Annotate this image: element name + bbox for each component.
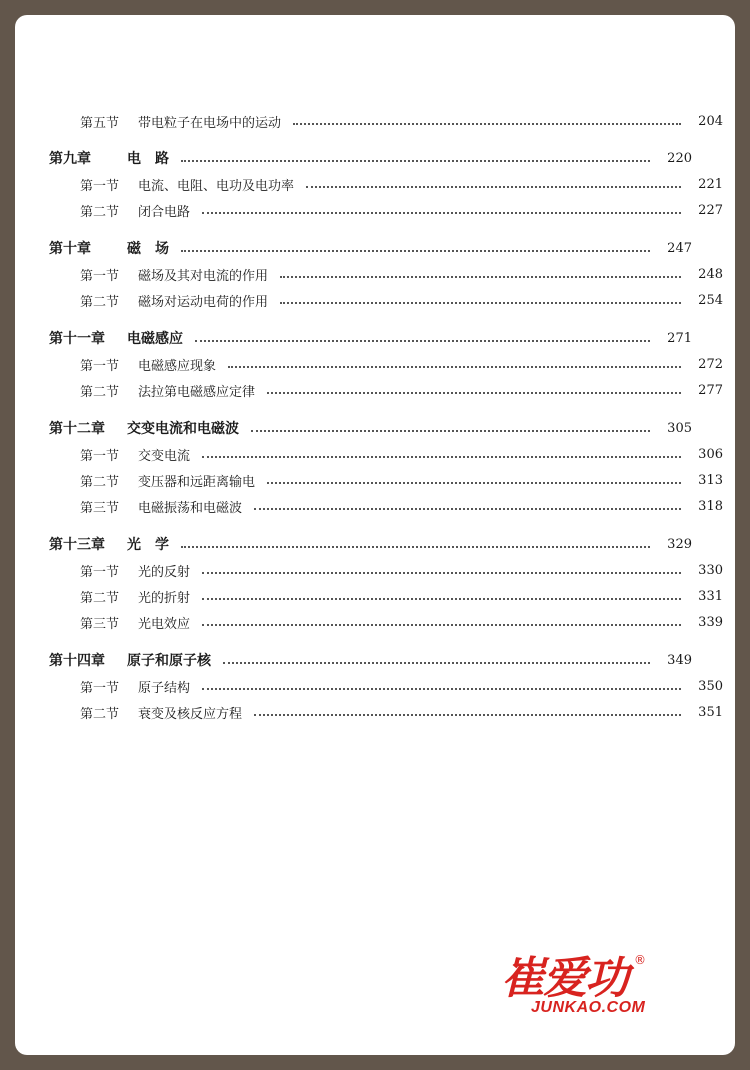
page-number: 220 bbox=[667, 150, 692, 166]
page-number: 272 bbox=[698, 356, 723, 372]
section-title: 法拉第电磁感应定律 bbox=[138, 384, 256, 400]
toc-section-row bbox=[15, 675, 735, 697]
toc-chapter-row bbox=[15, 147, 735, 169]
toc-section-row bbox=[15, 585, 735, 607]
page-number: 330 bbox=[698, 562, 723, 578]
dot-leader bbox=[251, 430, 650, 432]
dot-leader bbox=[223, 662, 650, 664]
publisher-logo bbox=[501, 955, 661, 1025]
toc-chapter-row bbox=[15, 533, 735, 555]
page-number: 221 bbox=[698, 176, 723, 192]
page-number: 349 bbox=[667, 652, 692, 668]
chapter-title: 原子和原子核 bbox=[127, 653, 211, 669]
section-number: 第一节 bbox=[80, 448, 120, 464]
page-number: 350 bbox=[698, 678, 723, 694]
section-title: 衰变及核反应方程 bbox=[138, 706, 243, 722]
dot-leader bbox=[202, 212, 681, 214]
dot-leader bbox=[280, 276, 681, 278]
logo-brand-text: 崔爱功 bbox=[501, 953, 627, 1004]
page-number: 254 bbox=[698, 292, 723, 308]
chapter-title: 电 路 bbox=[127, 151, 169, 167]
toc-chapter-row bbox=[15, 417, 735, 439]
section-number: 第一节 bbox=[80, 358, 120, 374]
page-number: 339 bbox=[698, 614, 723, 630]
dot-leader bbox=[228, 366, 681, 368]
dot-leader bbox=[306, 186, 681, 188]
toc-section-row bbox=[15, 443, 735, 465]
toc-chapter-row bbox=[15, 237, 735, 259]
section-number: 第二节 bbox=[80, 204, 120, 220]
section-number: 第二节 bbox=[80, 474, 120, 490]
section-title: 交变电流 bbox=[138, 448, 191, 464]
document-page bbox=[15, 15, 735, 1055]
section-number: 第二节 bbox=[80, 294, 120, 310]
dot-leader bbox=[280, 302, 681, 304]
page-number: 331 bbox=[698, 588, 723, 604]
page-number: 277 bbox=[698, 382, 723, 398]
page-number: 306 bbox=[698, 446, 723, 462]
page-number: 318 bbox=[698, 498, 723, 514]
section-title: 电磁振荡和电磁波 bbox=[138, 500, 243, 516]
section-number: 第一节 bbox=[80, 178, 120, 194]
page-number: 271 bbox=[667, 330, 692, 346]
section-number: 第五节 bbox=[80, 115, 120, 131]
page-number: 351 bbox=[698, 704, 723, 720]
chapter-number: 第十四章 bbox=[49, 653, 105, 669]
page-number: 247 bbox=[667, 240, 692, 256]
section-title: 磁场对运动电荷的作用 bbox=[138, 294, 269, 310]
chapter-number: 第十章 bbox=[49, 241, 91, 257]
dot-leader bbox=[181, 250, 650, 252]
toc-section-row bbox=[15, 263, 735, 285]
toc-section-row bbox=[15, 611, 735, 633]
toc-section-row bbox=[15, 353, 735, 375]
section-number: 第二节 bbox=[80, 706, 120, 722]
dot-leader bbox=[195, 340, 650, 342]
section-title: 闭合电路 bbox=[138, 204, 191, 220]
section-title: 原子结构 bbox=[138, 680, 191, 696]
page-number: 227 bbox=[698, 202, 723, 218]
section-title: 带电粒子在电场中的运动 bbox=[138, 115, 282, 131]
dot-leader bbox=[202, 598, 681, 600]
section-title: 电磁感应现象 bbox=[138, 358, 217, 374]
dot-leader bbox=[293, 123, 681, 125]
toc-section-row bbox=[15, 469, 735, 491]
dot-leader bbox=[267, 482, 681, 484]
dot-leader bbox=[181, 160, 650, 162]
toc-section-row bbox=[15, 495, 735, 517]
page-number: 305 bbox=[667, 420, 692, 436]
section-title: 磁场及其对电流的作用 bbox=[138, 268, 269, 284]
section-number: 第二节 bbox=[80, 384, 120, 400]
section-number: 第一节 bbox=[80, 268, 120, 284]
chapter-number: 第十三章 bbox=[49, 537, 105, 553]
section-number: 第三节 bbox=[80, 616, 120, 632]
page-number: 329 bbox=[667, 536, 692, 552]
chapter-number: 第十二章 bbox=[49, 421, 105, 437]
page-number: 248 bbox=[698, 266, 723, 282]
section-title: 变压器和远距离输电 bbox=[138, 474, 256, 490]
registered-mark: ® bbox=[634, 953, 646, 967]
toc-section-row bbox=[15, 173, 735, 195]
dot-leader bbox=[202, 572, 681, 574]
dot-leader bbox=[254, 714, 681, 716]
toc-section-row bbox=[15, 199, 735, 221]
chapter-title: 光 学 bbox=[127, 537, 169, 553]
toc-section-row bbox=[15, 559, 735, 581]
chapter-title: 电磁感应 bbox=[127, 331, 183, 347]
logo-website-text: JUNKAO.COM bbox=[531, 999, 646, 1016]
toc-section-row bbox=[15, 379, 735, 401]
chapter-number: 第九章 bbox=[49, 151, 91, 167]
chapter-title: 磁 场 bbox=[127, 241, 169, 257]
dot-leader bbox=[202, 456, 681, 458]
chapter-number: 第十一章 bbox=[49, 331, 105, 347]
section-number: 第三节 bbox=[80, 500, 120, 516]
dot-leader bbox=[202, 688, 681, 690]
section-title: 光的反射 bbox=[138, 564, 191, 580]
section-title: 光的折射 bbox=[138, 590, 191, 606]
dot-leader bbox=[202, 624, 681, 626]
dot-leader bbox=[267, 392, 681, 394]
section-number: 第二节 bbox=[80, 590, 120, 606]
chapter-title: 交变电流和电磁波 bbox=[127, 421, 239, 437]
section-title: 光电效应 bbox=[138, 616, 191, 632]
section-number: 第一节 bbox=[80, 680, 120, 696]
section-number: 第一节 bbox=[80, 564, 120, 580]
toc-section-row bbox=[15, 289, 735, 311]
toc-section-row bbox=[15, 110, 735, 132]
toc-chapter-row bbox=[15, 327, 735, 349]
toc-chapter-row bbox=[15, 649, 735, 671]
dot-leader bbox=[181, 546, 650, 548]
toc-section-row bbox=[15, 701, 735, 723]
page-number: 204 bbox=[698, 113, 723, 129]
section-title: 电流、电阻、电功及电功率 bbox=[138, 178, 295, 194]
page-number: 313 bbox=[698, 472, 723, 488]
dot-leader bbox=[254, 508, 681, 510]
